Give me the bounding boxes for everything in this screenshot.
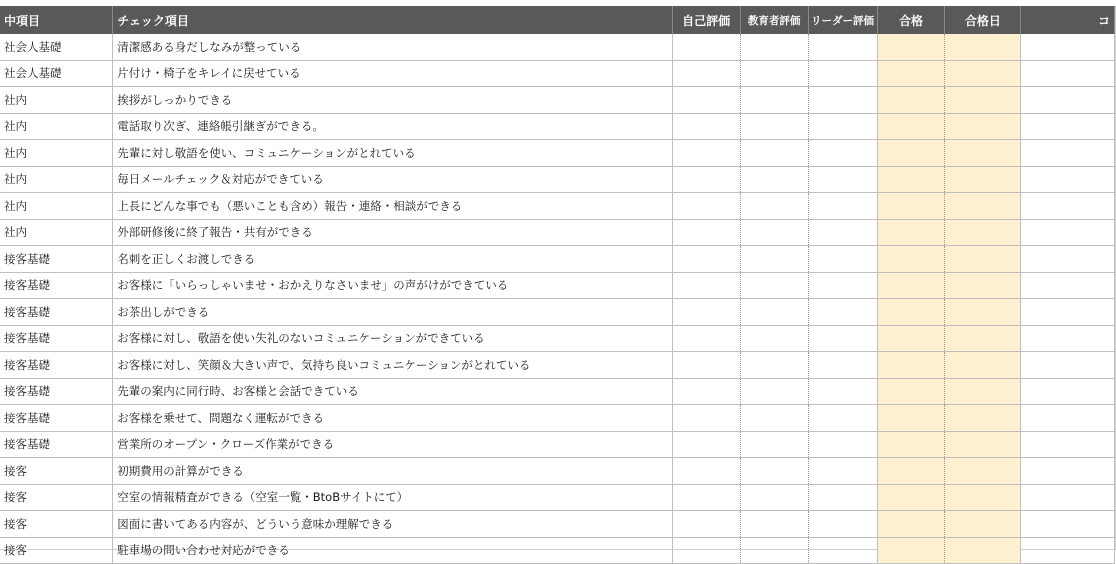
cell-self-eval[interactable] [672, 193, 740, 220]
cell-category[interactable]: 接客基礎 [0, 272, 113, 299]
cell-category[interactable]: 接客基礎 [0, 352, 113, 379]
cell-self-eval[interactable] [672, 299, 740, 326]
cell-pass[interactable] [877, 193, 945, 220]
cell-self-eval[interactable] [672, 405, 740, 432]
cell-pass-date[interactable] [945, 537, 1021, 564]
cell-pass[interactable] [877, 458, 945, 485]
cell-self-eval[interactable] [672, 166, 740, 193]
cell-trainer-eval[interactable] [740, 511, 808, 538]
cell-trainer-eval[interactable] [740, 272, 808, 299]
table-row [0, 458, 1115, 485]
cell-category[interactable]: 接客 [0, 537, 113, 564]
cell-pass-date[interactable] [945, 511, 1021, 538]
cell-pass-date[interactable] [945, 219, 1021, 246]
cell-trainer-eval[interactable] [740, 537, 808, 564]
cell-pass-date[interactable] [945, 140, 1021, 167]
cell-pass[interactable] [877, 272, 945, 299]
cell-pass[interactable] [877, 325, 945, 352]
cell-category[interactable]: 接客基礎 [0, 325, 113, 352]
cell-pass-date[interactable] [945, 166, 1021, 193]
header-comment[interactable]: コ [1021, 6, 1115, 34]
cell-trainer-eval[interactable] [740, 219, 808, 246]
cell-trainer-eval[interactable] [740, 140, 808, 167]
table-row [0, 484, 1115, 511]
cell-trainer-eval[interactable] [740, 378, 808, 405]
cell-category[interactable]: 接客 [0, 458, 113, 485]
cell-comment[interactable] [1021, 537, 1115, 564]
cell-leader-eval[interactable] [808, 87, 877, 114]
cell-pass-date[interactable] [945, 325, 1021, 352]
cell-trainer-eval[interactable] [740, 458, 808, 485]
cell-check-item[interactable]: 図面に書いてある内容が、どういう意味か理解できる [113, 511, 672, 538]
header-self-eval[interactable]: 自己評価 [672, 6, 740, 34]
cell-self-eval[interactable] [672, 87, 740, 114]
header-category[interactable]: 中項目 [0, 6, 113, 34]
cell-self-eval[interactable] [672, 511, 740, 538]
cell-pass-date[interactable] [945, 60, 1021, 87]
cell-comment[interactable] [1021, 34, 1115, 60]
cell-self-eval[interactable] [672, 458, 740, 485]
cell-check-item[interactable]: 先輩に対し敬語を使い、コミュニケーションがとれている [113, 140, 672, 167]
cell-trainer-eval[interactable] [740, 87, 808, 114]
cell-leader-eval[interactable] [808, 537, 877, 564]
cell-self-eval[interactable] [672, 246, 740, 273]
cell-leader-eval[interactable] [808, 431, 877, 458]
cell-check-item[interactable]: 先輩の案内に同行時、お客様と会話できている [113, 378, 672, 405]
header-leader-eval[interactable]: リーダー評価 [808, 6, 877, 34]
cell-pass-date[interactable] [945, 87, 1021, 114]
cell-category[interactable]: 社内 [0, 140, 113, 167]
cell-category[interactable]: 社内 [0, 87, 113, 114]
cell-comment[interactable] [1021, 325, 1115, 352]
cell-comment[interactable] [1021, 113, 1115, 140]
cell-self-eval[interactable] [672, 113, 740, 140]
header-pass[interactable]: 合格 [877, 6, 945, 34]
cell-comment[interactable] [1021, 352, 1115, 379]
table-row [0, 193, 1115, 220]
cell-pass-date[interactable] [945, 299, 1021, 326]
cell-self-eval[interactable] [672, 34, 740, 60]
cell-leader-eval[interactable] [808, 378, 877, 405]
cell-pass-date[interactable] [945, 246, 1021, 273]
cell-leader-eval[interactable] [808, 60, 877, 87]
table-row [0, 113, 1115, 140]
cell-leader-eval[interactable] [808, 405, 877, 432]
cell-pass-date[interactable] [945, 352, 1021, 379]
cell-comment[interactable] [1021, 219, 1115, 246]
cell-category[interactable]: 社内 [0, 219, 113, 246]
cell-self-eval[interactable] [672, 219, 740, 246]
header-check-item[interactable]: チェック項目 [113, 6, 672, 34]
table-row [0, 537, 1115, 564]
cell-comment[interactable] [1021, 87, 1115, 114]
cell-leader-eval[interactable] [808, 458, 877, 485]
cell-pass[interactable] [877, 166, 945, 193]
cell-leader-eval[interactable] [808, 325, 877, 352]
cell-check-item[interactable]: 片付け・椅子をキレイに戻せている [113, 60, 672, 87]
cell-check-item[interactable]: お客様に「いらっしゃいませ・おかえりなさいませ」の声がけができている [113, 272, 672, 299]
cell-pass-date[interactable] [945, 272, 1021, 299]
checklist-table [0, 6, 1115, 564]
cell-comment[interactable] [1021, 166, 1115, 193]
cell-category[interactable]: 接客基礎 [0, 405, 113, 432]
cell-pass-date[interactable] [945, 484, 1021, 511]
cell-self-eval[interactable] [672, 272, 740, 299]
table-row [0, 60, 1115, 87]
table-row [0, 34, 1115, 60]
table-body [0, 34, 1115, 564]
cell-trainer-eval[interactable] [740, 113, 808, 140]
cell-comment[interactable] [1021, 193, 1115, 220]
cell-check-item[interactable]: 外部研修後に終了報告・共有ができる [113, 219, 672, 246]
table-row [0, 246, 1115, 273]
cell-category[interactable]: 接客 [0, 511, 113, 538]
cell-check-item[interactable]: お茶出しができる [113, 299, 672, 326]
cell-leader-eval[interactable] [808, 299, 877, 326]
cell-comment[interactable] [1021, 484, 1115, 511]
cell-check-item[interactable]: 挨拶がしっかりできる [113, 87, 672, 114]
table-row [0, 219, 1115, 246]
table-row [0, 511, 1115, 538]
table-row [0, 299, 1115, 326]
cell-pass[interactable] [877, 140, 945, 167]
cell-check-item[interactable]: お客様に対し、笑顔＆大きい声で、気持ち良いコミュニケーションがとれている [113, 352, 672, 379]
cell-trainer-eval[interactable] [740, 34, 808, 60]
cell-pass[interactable] [877, 219, 945, 246]
cell-pass[interactable] [877, 405, 945, 432]
cell-category[interactable]: 社内 [0, 193, 113, 220]
cell-comment[interactable] [1021, 458, 1115, 485]
cell-trainer-eval[interactable] [740, 299, 808, 326]
cell-pass[interactable] [877, 246, 945, 273]
cell-pass-date[interactable] [945, 193, 1021, 220]
table-row [0, 405, 1115, 432]
cell-comment[interactable] [1021, 272, 1115, 299]
cell-pass[interactable] [877, 299, 945, 326]
cell-check-item[interactable]: 名刺を正しくお渡しできる [113, 246, 672, 273]
cell-category[interactable]: 接客 [0, 484, 113, 511]
cell-pass-date[interactable] [945, 405, 1021, 432]
cell-pass-date[interactable] [945, 34, 1021, 60]
cell-comment[interactable] [1021, 246, 1115, 273]
cell-pass-date[interactable] [945, 458, 1021, 485]
cell-comment[interactable] [1021, 431, 1115, 458]
cell-self-eval[interactable] [672, 537, 740, 564]
cell-pass[interactable] [877, 60, 945, 87]
cell-comment[interactable] [1021, 299, 1115, 326]
cell-category[interactable]: 社会人基礎 [0, 60, 113, 87]
cell-trainer-eval[interactable] [740, 484, 808, 511]
cell-trainer-eval[interactable] [740, 431, 808, 458]
cell-check-item[interactable]: 駐車場の問い合わせ対応ができる [113, 537, 672, 564]
cell-leader-eval[interactable] [808, 219, 877, 246]
cell-check-item[interactable]: 初期費用の計算ができる [113, 458, 672, 485]
cell-leader-eval[interactable] [808, 484, 877, 511]
cell-leader-eval[interactable] [808, 352, 877, 379]
table-row [0, 378, 1115, 405]
cell-self-eval[interactable] [672, 140, 740, 167]
cell-leader-eval[interactable] [808, 193, 877, 220]
header-trainer-eval[interactable]: 教育者評価 [740, 6, 808, 34]
cell-comment[interactable] [1021, 405, 1115, 432]
cell-pass[interactable] [877, 484, 945, 511]
cell-trainer-eval[interactable] [740, 405, 808, 432]
cell-pass[interactable] [877, 511, 945, 538]
cell-self-eval[interactable] [672, 431, 740, 458]
cell-trainer-eval[interactable] [740, 352, 808, 379]
cell-trainer-eval[interactable] [740, 193, 808, 220]
cell-check-item[interactable]: 清潔感ある身だしなみが整っている [113, 34, 672, 60]
table-row [0, 87, 1115, 114]
table-row [0, 325, 1115, 352]
cell-category[interactable]: 社会人基礎 [0, 34, 113, 60]
table-row [0, 431, 1115, 458]
cell-pass[interactable] [877, 378, 945, 405]
table-row [0, 166, 1115, 193]
cell-pass[interactable] [877, 87, 945, 114]
cell-trainer-eval[interactable] [740, 325, 808, 352]
cell-category[interactable]: 接客基礎 [0, 431, 113, 458]
cell-pass-date[interactable] [945, 113, 1021, 140]
cell-comment[interactable] [1021, 511, 1115, 538]
cell-check-item[interactable]: 営業所のオープン・クローズ作業ができる [113, 431, 672, 458]
cell-comment[interactable] [1021, 140, 1115, 167]
cell-check-item[interactable]: 空室の情報精査ができる（空室一覧・BtoBサイトにて） [113, 484, 672, 511]
cell-category[interactable]: 接客基礎 [0, 246, 113, 273]
cell-self-eval[interactable] [672, 325, 740, 352]
cell-check-item[interactable]: 電話取り次ぎ、連絡帳引継ぎができる。 [113, 113, 672, 140]
cell-comment[interactable] [1021, 378, 1115, 405]
cell-self-eval[interactable] [672, 378, 740, 405]
cell-leader-eval[interactable] [808, 511, 877, 538]
cell-leader-eval[interactable] [808, 166, 877, 193]
cell-category[interactable]: 接客基礎 [0, 299, 113, 326]
cell-leader-eval[interactable] [808, 246, 877, 273]
cell-leader-eval[interactable] [808, 113, 877, 140]
cell-check-item[interactable]: お客様に対し、敬語を使い失礼のないコミュニケーションができている [113, 325, 672, 352]
cell-category[interactable]: 社内 [0, 113, 113, 140]
header-pass-date[interactable]: 合格日 [945, 6, 1021, 34]
table-row [0, 272, 1115, 299]
table-row [0, 352, 1115, 379]
cell-trainer-eval[interactable] [740, 246, 808, 273]
header-row [0, 6, 1115, 34]
cell-leader-eval[interactable] [808, 272, 877, 299]
cell-leader-eval[interactable] [808, 34, 877, 60]
cell-pass[interactable] [877, 352, 945, 379]
cell-pass-date[interactable] [945, 431, 1021, 458]
cell-pass[interactable] [877, 537, 945, 564]
cell-trainer-eval[interactable] [740, 166, 808, 193]
cell-self-eval[interactable] [672, 484, 740, 511]
cell-pass-date[interactable] [945, 378, 1021, 405]
cell-check-item[interactable]: 毎日メールチェック＆対応ができている [113, 166, 672, 193]
cell-check-item[interactable]: 上長にどんな事でも（悪いことも含め）報告・連絡・相談ができる [113, 193, 672, 220]
cell-self-eval[interactable] [672, 60, 740, 87]
cell-trainer-eval[interactable] [740, 60, 808, 87]
cell-pass[interactable] [877, 34, 945, 60]
table-row [0, 140, 1115, 167]
cell-comment[interactable] [1021, 60, 1115, 87]
cell-category[interactable]: 社内 [0, 166, 113, 193]
cell-pass[interactable] [877, 113, 945, 140]
cell-category[interactable]: 接客基礎 [0, 378, 113, 405]
cell-leader-eval[interactable] [808, 140, 877, 167]
cell-pass[interactable] [877, 431, 945, 458]
cell-check-item[interactable]: お客様を乗せて、問題なく運転ができる [113, 405, 672, 432]
cell-self-eval[interactable] [672, 352, 740, 379]
